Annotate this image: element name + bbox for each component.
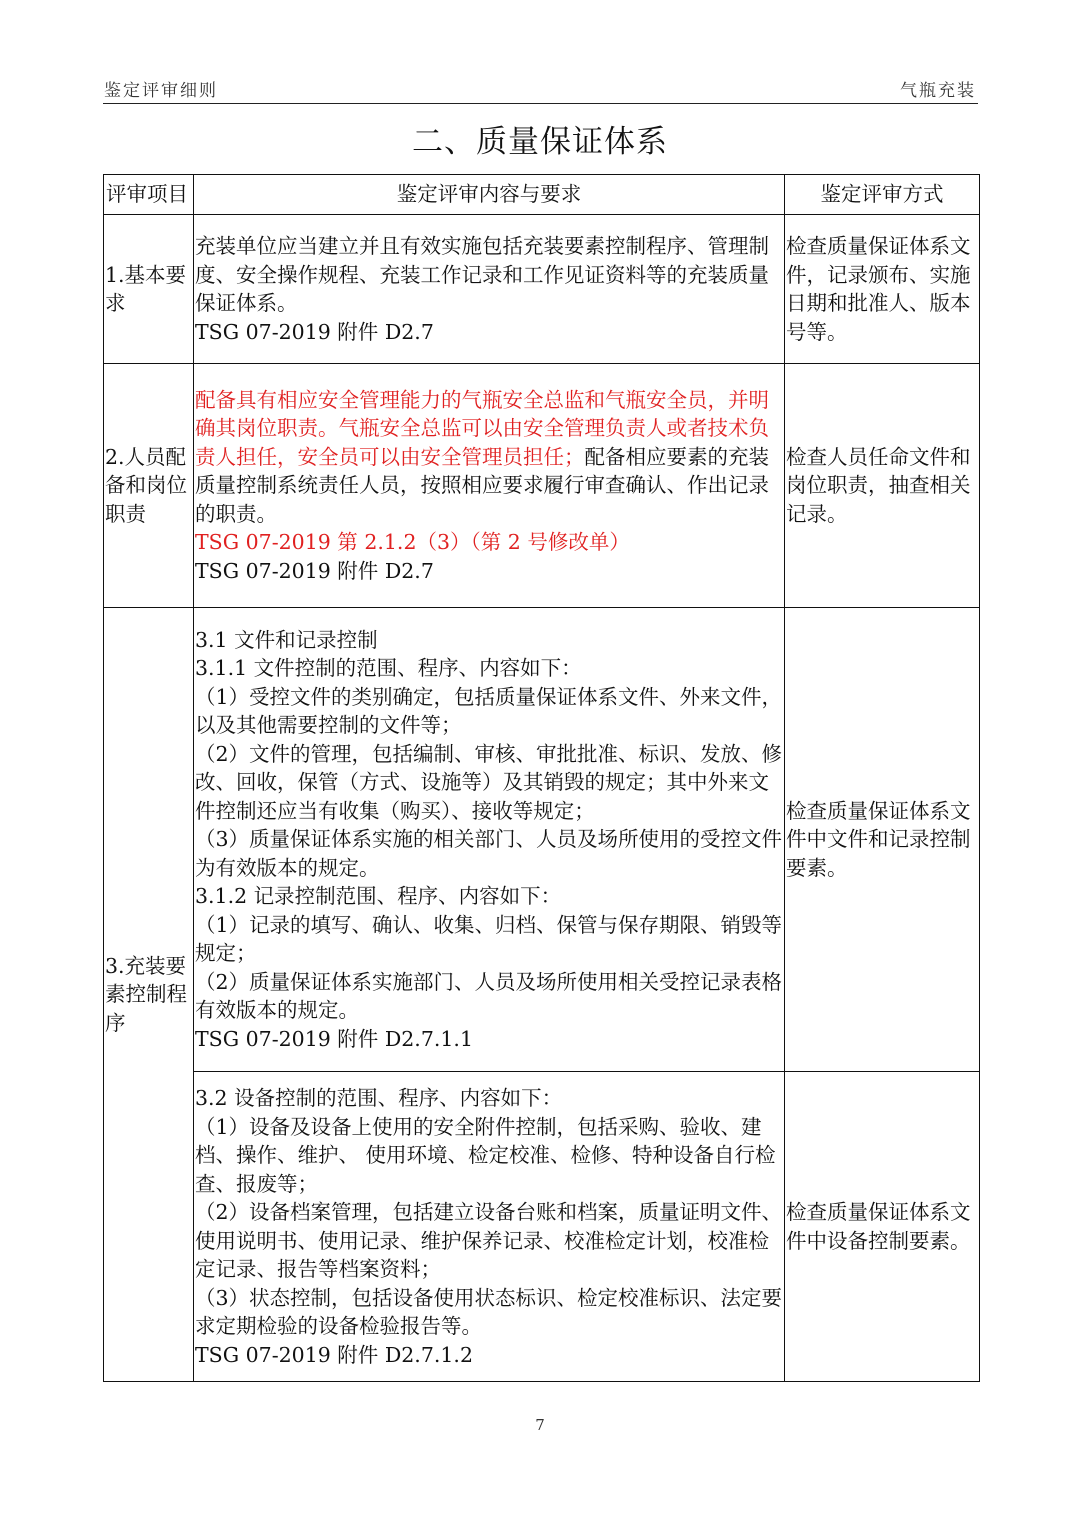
content-line: （1）受控文件的类别确定，包括质量保证体系文件、外来文件，以及其他需要控制的文件等； [195,684,783,738]
column-header-content: 鉴定评审内容与要求 [194,175,785,215]
row-method: 检查质量保证体系文件，记录颁布、实施日期和批准人、版本号等。 [785,215,980,364]
content-reference: TSG 07-2019 附件 D2.7.1.1 [195,1026,473,1051]
row-item-label: 1.基本要求 [104,215,194,364]
header-divider [103,103,978,104]
row-item-label: 2.人员配备和岗位职责 [104,364,194,608]
content-line: （2）设备档案管理，包括建立设备台账和档案，质量证明文件、使用说明书、使用记录、维护保养记录、校准检定计划，校准检定记录、报告等档案资料； [195,1200,783,1281]
content-reference-red: TSG 07-2019 第 2.1.2（3）（第 2 号修改单） [195,530,630,555]
content-line: （1）设备及设备上使用的安全附件控制，包括采购、验收、建档、操作、维护、 使用环境、检定校准、检修、特种设备自行检查、报废等； [195,1114,776,1196]
content-line: 3.1.1 文件控制的范围、程序、内容如下： [195,656,582,681]
page-title: 二、质量保证体系 [412,124,668,160]
row-content [194,364,785,608]
content-line: （2）质量保证体系实施部门、人员及场所使用相关受控记录表格有效版本的规定。 [195,969,783,1023]
content-line: （1）记录的填写、确认、收集、归档、保管与保存期限、销毁等规定； [195,912,783,966]
header-left-title: 鉴定评审细则 [104,81,218,101]
row-method: 检查人员任命文件和岗位职责，抽查相关 记录。 [785,364,980,608]
content-reference: TSG 07-2019 附件 D2.7 [195,558,434,583]
content-reference: TSG 07-2019 附件 D2.7 [195,319,434,344]
row-content [194,608,785,1072]
review-table [103,174,980,1382]
content-line: （3）质量保证体系实施的相关部门、人员及场所使用的受控文件为有效版本的规定。 [195,827,783,880]
content-line: 3.2 设备控制的范围、程序、内容如下： [195,1086,563,1110]
content-red-text: 配备具有相应安全管理能力的气瓶安全总监和气瓶安全员，并明确其岗位职责。气瓶安全总监可以由安全管理负责人或者技术负责人担任，安全员可以由安全管理员担任； [195,387,769,469]
table-row-personnel [104,364,980,608]
column-header-item: 评审项目 [104,175,194,215]
table-header-row [104,175,980,215]
table-row-control-procedures-1 [104,608,980,1072]
header-right-title: 气瓶充装 [900,81,976,101]
row-method: 检查质量保证体系文件中设备控制要素。 [785,1072,980,1382]
content-text: 配备相应要素的充装质量控制系统责任人员，按照相应要求履行审查确认、作出记录的职责。 [195,444,769,526]
table-row-control-procedures-2 [104,1072,980,1382]
row-content [194,215,785,364]
content-line: 3.1 文件和记录控制 [195,627,378,652]
table-row-basic-requirements [104,215,980,364]
content-line: 3.1.2 记录控制范围、程序、内容如下： [195,884,562,909]
content-reference: TSG 07-2019 附件 D2.7.1.2 [195,1342,473,1367]
row-content [194,1072,785,1382]
row-item-label: 3.充装要素控制程序 [104,608,194,1382]
page-number: 7 [535,1416,545,1434]
content-line: （2）文件的管理，包括编制、审核、审批批准、标识、发放、修改、回收，保管（方式、设施等）及其销毁的规定；其中外来文件控制还应当有收集（购买）、接收等规定； [195,741,783,823]
content-text: 充装单位应当建立并且有效实施包括充装要素控制程序、管理制度、安全操作规程、充装工作记录和工作见证资料等的充装质量保证体系。 [195,234,769,315]
content-line: （3）状态控制，包括设备使用状态标识、检定校准标识、法定要求定期检验的设备检验报告等。 [195,1285,783,1338]
column-header-method: 鉴定评审方式 [785,175,980,215]
row-method: 检查质量保证体系文件中文件和记录控制要素。 [785,608,980,1072]
